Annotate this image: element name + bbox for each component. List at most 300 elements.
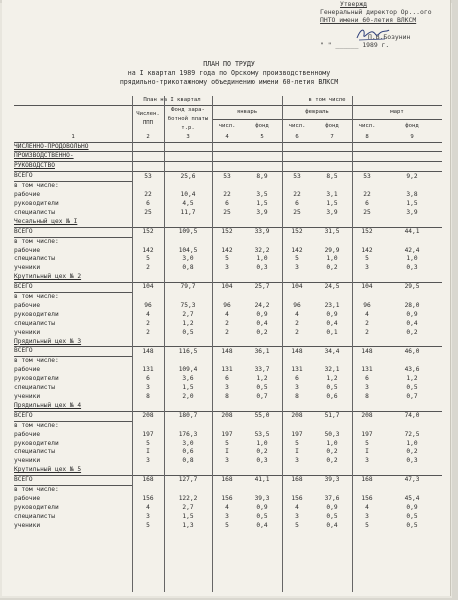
table-cell: 4,5	[182, 199, 194, 207]
row-label: рабочие	[14, 430, 41, 438]
table-cell: 3	[295, 457, 299, 465]
header-january: январь	[212, 105, 282, 119]
column-number-row	[14, 133, 442, 142]
table-cell: 0,9	[256, 310, 268, 318]
table-cell: 25,6	[180, 172, 196, 180]
table-cell: 55,0	[254, 412, 270, 420]
table-cell: 168	[221, 476, 233, 484]
row-label: специалисты	[14, 384, 55, 392]
table-cell: 25,7	[254, 283, 270, 291]
table-cell: 0,5	[256, 512, 268, 520]
column-divider	[164, 96, 165, 592]
table-cell: 3	[365, 512, 369, 520]
table-cell: 9,2	[406, 172, 418, 180]
table-row	[14, 431, 442, 440]
row-label: рабочие	[14, 494, 41, 502]
table-cell: 23,1	[324, 301, 340, 309]
table-cell: 6	[365, 375, 369, 383]
table-cell: 0,2	[256, 448, 268, 456]
table-cell: 0,7	[256, 393, 268, 400]
table-cell: 43,6	[404, 366, 420, 374]
header-sub-fund: фонд	[325, 122, 339, 129]
table-cell: 0,2	[326, 264, 338, 272]
table-cell: 4	[295, 310, 299, 318]
table-cell: 96	[144, 301, 152, 309]
table-row	[14, 209, 442, 218]
table-cell: 42,4	[404, 246, 420, 254]
table-cell: 2	[146, 319, 150, 327]
table-cell: 5	[365, 255, 369, 263]
table-cell: 51,7	[324, 412, 340, 420]
table-cell: 180,7	[178, 412, 198, 420]
header-cell	[14, 119, 132, 132]
table-cell: 25	[293, 208, 301, 216]
table-cell: 109,5	[178, 227, 198, 235]
table-cell: 24,2	[254, 301, 270, 309]
table-row	[14, 191, 442, 200]
table-cell: 8	[295, 393, 299, 400]
table-row	[14, 448, 442, 457]
table-cell: 3	[365, 264, 369, 272]
column-number: 8	[352, 133, 382, 142]
table-cell: 4	[365, 503, 369, 511]
table-cell: 1,0	[256, 439, 268, 447]
table-cell: 0,5	[182, 328, 194, 336]
table-row	[14, 393, 442, 402]
table-cell: 22	[293, 191, 301, 199]
table-cell: 208	[142, 412, 154, 420]
row-label: Крутильный цех № 2	[14, 273, 442, 282]
document-subtitle: на I квартал 1989 года по Орскому производственному	[127, 69, 331, 77]
column-divider	[212, 96, 213, 592]
table-cell: 0,2	[406, 328, 418, 336]
row-label: в том числе:	[14, 357, 59, 365]
table-cell: 8	[225, 393, 229, 400]
row-label: руководители	[14, 439, 59, 447]
column-number: 6	[282, 133, 312, 142]
table-cell: 29,5	[404, 283, 420, 291]
table-body	[14, 142, 442, 531]
table-cell: 3,8	[406, 191, 418, 199]
table-row	[14, 402, 442, 411]
table-row	[14, 457, 442, 466]
table-cell: 0,2	[326, 457, 338, 465]
table-row	[14, 273, 442, 282]
table-cell: 0,5	[406, 384, 418, 392]
row-label: специалисты	[14, 319, 55, 327]
table-cell: 0,3	[406, 264, 418, 272]
table-cell: 3,9	[256, 208, 268, 216]
table-row	[14, 172, 442, 182]
table-cell: 197	[361, 430, 373, 438]
approval-line: " " ______ 1989 г.	[320, 40, 390, 49]
table-row	[14, 255, 442, 264]
table-cell: I	[295, 448, 299, 456]
table-row	[14, 411, 442, 421]
header-count: Числен. ППП	[136, 111, 160, 127]
table-row	[14, 513, 442, 522]
table-cell: 0,3	[406, 457, 418, 465]
row-label: ученики	[14, 264, 41, 272]
table-cell: 0,9	[256, 503, 268, 511]
table-cell: 5	[146, 521, 150, 529]
table-cell: 3	[225, 512, 229, 520]
table-row	[14, 247, 442, 256]
table-cell: 2	[365, 328, 369, 336]
table-cell: 1,2	[182, 319, 194, 327]
table-cell: 6	[225, 375, 229, 383]
row-label: Прядильный цех № 3	[14, 338, 442, 347]
table-cell: 8,5	[326, 172, 338, 180]
table-cell: 5	[225, 521, 229, 529]
table-row	[14, 504, 442, 513]
table-cell: 2	[225, 319, 229, 327]
table-row	[14, 366, 442, 375]
table-cell: 22	[223, 191, 231, 199]
table-cell: 0,6	[182, 448, 194, 456]
table-row	[14, 311, 442, 320]
column-number: 2	[132, 133, 164, 142]
table-cell: 1,0	[326, 255, 338, 263]
table-cell: 3,0	[182, 255, 194, 263]
table-row	[14, 237, 442, 246]
table-cell: 72,5	[404, 430, 420, 438]
table-cell: 148	[142, 347, 154, 355]
table-cell: 116,5	[178, 347, 198, 355]
table-cell: 109,4	[178, 366, 198, 374]
table-cell: 0,4	[256, 521, 268, 529]
table-cell: 1,0	[256, 255, 268, 263]
table-row	[14, 384, 442, 393]
row-label: в том числе:	[14, 182, 59, 190]
header-sub-count: числ.	[358, 122, 376, 129]
table-cell: 208	[361, 412, 373, 420]
column-number: 9	[382, 133, 442, 142]
table-cell: 5	[146, 255, 150, 263]
row-label: специалисты	[14, 208, 55, 216]
table-cell: 1,5	[406, 199, 418, 207]
table-cell: I	[146, 448, 150, 456]
table-cell: 1,5	[326, 199, 338, 207]
table-row	[14, 200, 442, 209]
row-label: Крутильный цех № 5	[14, 466, 442, 475]
table-cell: 53	[223, 172, 231, 180]
table-row	[14, 152, 442, 162]
table-cell: 4	[225, 503, 229, 511]
header-sub-count: числ.	[288, 122, 306, 129]
table-cell: 53	[293, 172, 301, 180]
table-row	[14, 495, 442, 504]
table-row	[14, 329, 442, 338]
table-cell: 0,9	[326, 310, 338, 318]
table-cell	[132, 486, 442, 495]
row-label: руководители	[14, 310, 59, 318]
table-cell: 0,7	[406, 393, 418, 400]
table-cell: 1,5	[182, 512, 194, 520]
row-label: ВСЕГО	[14, 476, 132, 486]
header-cell	[14, 105, 132, 119]
table-cell: 0,4	[256, 319, 268, 327]
table-cell: 4	[146, 310, 150, 318]
table-cell: 25	[223, 208, 231, 216]
table-cell: 0,9	[406, 503, 418, 511]
table-cell: 152	[142, 227, 154, 235]
table-cell: 197	[142, 430, 154, 438]
table-cell: 2	[295, 319, 299, 327]
row-label: в том числе:	[14, 486, 59, 494]
table-cell	[132, 421, 442, 430]
table-row	[14, 227, 442, 237]
row-label: в том числе:	[14, 421, 59, 429]
table-cell: 0,8	[182, 457, 194, 465]
row-label: ученики	[14, 457, 41, 465]
column-divider	[132, 96, 133, 592]
table-cell: 24,5	[324, 283, 340, 291]
table-cell: 197	[221, 430, 233, 438]
table-cell: I	[225, 448, 229, 456]
column-divider	[352, 96, 353, 592]
table-cell: 5	[295, 521, 299, 529]
table-cell: 131	[291, 366, 303, 374]
table-cell: 31,5	[324, 227, 340, 235]
header-fund: Фонд зара- ботной платы т.р.	[167, 106, 209, 131]
table-cell: 53,5	[254, 430, 270, 438]
table-cell: 0,4	[326, 521, 338, 529]
table-cell: 6	[146, 199, 150, 207]
row-label: ПРОИЗВОДСТВЕННО-	[14, 152, 442, 162]
table-cell: 6	[146, 375, 150, 383]
table-row	[14, 264, 442, 273]
table-cell: 75,3	[180, 301, 196, 309]
row-label: ВСЕГО	[14, 347, 132, 357]
table-cell: 148	[221, 347, 233, 355]
table-cell: 5	[295, 255, 299, 263]
table-cell: 142	[221, 246, 233, 254]
table-cell: 10,4	[180, 191, 196, 199]
approval-line: Генеральный директор Ор...ого	[320, 8, 432, 17]
row-label: специалисты	[14, 512, 55, 520]
table-cell: 104	[361, 283, 373, 291]
table-cell: 122,2	[178, 494, 198, 502]
table-cell: 53	[363, 172, 371, 180]
header-sub-count: числ.	[218, 122, 236, 129]
table-row	[14, 293, 442, 302]
table-cell: 32,2	[254, 246, 270, 254]
table-cell: 45,4	[404, 494, 420, 502]
table-cell: 208	[221, 412, 233, 420]
table-cell: 1,0	[406, 255, 418, 263]
table-cell	[132, 182, 442, 191]
table-cell: 96	[223, 301, 231, 309]
table-cell: 0,9	[326, 503, 338, 511]
table-cell: 3,1	[326, 191, 338, 199]
row-label: руководители	[14, 503, 59, 511]
table-cell: 1,0	[406, 439, 418, 447]
table-cell: 0,5	[326, 384, 338, 392]
table-cell: 33,7	[254, 366, 270, 374]
row-label: ЧИСЛЕННО-ПРОДОВОЛЬНО	[14, 142, 442, 152]
table-cell: 0,4	[326, 319, 338, 327]
table-cell: 2,7	[182, 310, 194, 318]
table-row	[14, 283, 442, 293]
header-march: март	[352, 105, 442, 119]
table-cell: 2	[146, 264, 150, 272]
table-cell: 22	[363, 191, 371, 199]
row-label: ученики	[14, 393, 41, 400]
table-row	[14, 357, 442, 366]
table-cell: 3	[295, 264, 299, 272]
header-sub-fund: фонд	[255, 122, 269, 129]
row-label: рабочие	[14, 191, 41, 199]
table-cell: 47,3	[404, 476, 420, 484]
table-row	[14, 440, 442, 449]
row-label: специалисты	[14, 448, 55, 456]
table-cell: 142	[142, 246, 154, 254]
table-cell: 0,5	[406, 521, 418, 529]
table-cell: 2	[146, 328, 150, 336]
table-cell: 0,5	[326, 512, 338, 520]
table-cell: 152	[361, 227, 373, 235]
header-sub-fund: фонд	[405, 122, 419, 129]
document-subtitle-2: прядильно-трикотажному объединению имени 60-летия ВЛКСМ	[119, 78, 339, 86]
table-cell: 148	[361, 347, 373, 355]
table-cell: 142	[291, 246, 303, 254]
table-row	[14, 476, 442, 486]
signature	[355, 26, 391, 42]
table-cell: 5	[295, 439, 299, 447]
table-cell: 22	[144, 191, 152, 199]
table-cell: 0,1	[326, 328, 338, 336]
table-cell: 3	[146, 457, 150, 465]
row-label: рабочие	[14, 301, 41, 309]
table-cell: 50,3	[324, 430, 340, 438]
table-cell: 0,2	[406, 448, 418, 456]
table-cell: 3	[146, 384, 150, 392]
column-number: 7	[312, 133, 352, 142]
table-cell: 3	[146, 512, 150, 520]
table-cell: 8	[365, 393, 369, 400]
header-cell	[14, 96, 132, 105]
row-label: руководители	[14, 199, 59, 207]
table-cell: 1,5	[182, 384, 194, 392]
row-label: ВСЕГО	[14, 172, 132, 182]
table-cell: 41,1	[254, 476, 270, 484]
table-cell: 74,0	[404, 412, 420, 420]
row-label: рабочие	[14, 246, 41, 254]
table-cell: 5	[146, 439, 150, 447]
table-cell: 142	[361, 246, 373, 254]
table-cell: 3	[225, 457, 229, 465]
table-cell: 46,0	[404, 347, 420, 355]
table-row	[14, 320, 442, 329]
table-cell: 104,5	[178, 246, 198, 254]
table-row	[14, 182, 442, 191]
table-cell: 131	[221, 366, 233, 374]
column-number: 3	[164, 133, 212, 142]
table-cell: 3	[295, 512, 299, 520]
table-cell: 6	[225, 199, 229, 207]
table-cell: 208	[291, 412, 303, 420]
table-cell: 36,1	[254, 347, 270, 355]
row-label: руководители	[14, 375, 59, 383]
column-number: 4	[212, 133, 242, 142]
table-cell: 104	[142, 283, 154, 291]
table-cell: 6	[295, 199, 299, 207]
row-label: рабочие	[14, 366, 41, 374]
table-cell: 8,9	[256, 172, 268, 180]
table-cell: 1,0	[326, 439, 338, 447]
row-label: в том числе:	[14, 293, 59, 301]
table-cell: 2,7	[182, 503, 194, 511]
table-cell: 0,9	[406, 310, 418, 318]
table-cell: 3	[225, 264, 229, 272]
table-cell: 1,5	[256, 199, 268, 207]
table-cell: 44,1	[404, 227, 420, 235]
table-cell: 39,3	[254, 494, 270, 502]
table-cell: 1,2	[256, 375, 268, 383]
table-cell: 4	[295, 503, 299, 511]
approval-line: П.В.Бозунин	[368, 32, 411, 41]
table-row	[14, 466, 442, 475]
table-cell: 131	[142, 366, 154, 374]
row-label: ВСЕГО	[14, 411, 132, 421]
approval-line: Утвержд	[340, 0, 367, 8]
column-number: 1	[14, 133, 132, 142]
table-cell: 34,4	[324, 347, 340, 355]
table-cell: 96	[363, 301, 371, 309]
table-cell: 104	[291, 283, 303, 291]
table-row	[14, 347, 442, 357]
table-cell: 1,3	[182, 521, 194, 529]
table-cell: 168	[361, 476, 373, 484]
table-cell: 29,9	[324, 246, 340, 254]
table-cell: 2	[295, 328, 299, 336]
table-cell: 0,3	[256, 457, 268, 465]
table-cell: 5	[225, 255, 229, 263]
table-cell: 0,2	[256, 328, 268, 336]
table-cell: 53	[144, 172, 152, 180]
row-label: ВСЕГО	[14, 283, 132, 293]
table-cell: 37,6	[324, 494, 340, 502]
row-label: ВСЕГО	[14, 227, 132, 237]
table-cell: 1,2	[406, 375, 418, 383]
table-row	[14, 338, 442, 347]
table-cell: 2	[225, 328, 229, 336]
table-cell: 0,6	[326, 393, 338, 400]
table-cell: 104	[221, 283, 233, 291]
table-cell: 127,7	[178, 476, 198, 484]
table-cell: 8	[146, 393, 150, 400]
table-cell: 32,1	[324, 366, 340, 374]
table-cell: 3	[365, 457, 369, 465]
table-cell: 2	[365, 319, 369, 327]
row-label: специалисты	[14, 255, 55, 263]
table-cell: 6	[295, 375, 299, 383]
table-cell: 0,5	[406, 512, 418, 520]
table-cell: 79,7	[180, 283, 196, 291]
table-cell: 3,9	[326, 208, 338, 216]
document-title: ПЛАН ПО ТРУДУ	[203, 60, 255, 68]
table-cell: 3,6	[182, 375, 194, 383]
table-cell: 39,3	[324, 476, 340, 484]
row-label: ученики	[14, 328, 41, 336]
table-cell	[132, 237, 442, 246]
table-cell: I	[365, 448, 369, 456]
table-cell: 168	[142, 476, 154, 484]
row-label: Прядильный цех № 4	[14, 402, 442, 411]
row-label: в том числе:	[14, 237, 59, 245]
table-cell: 0,8	[182, 264, 194, 272]
